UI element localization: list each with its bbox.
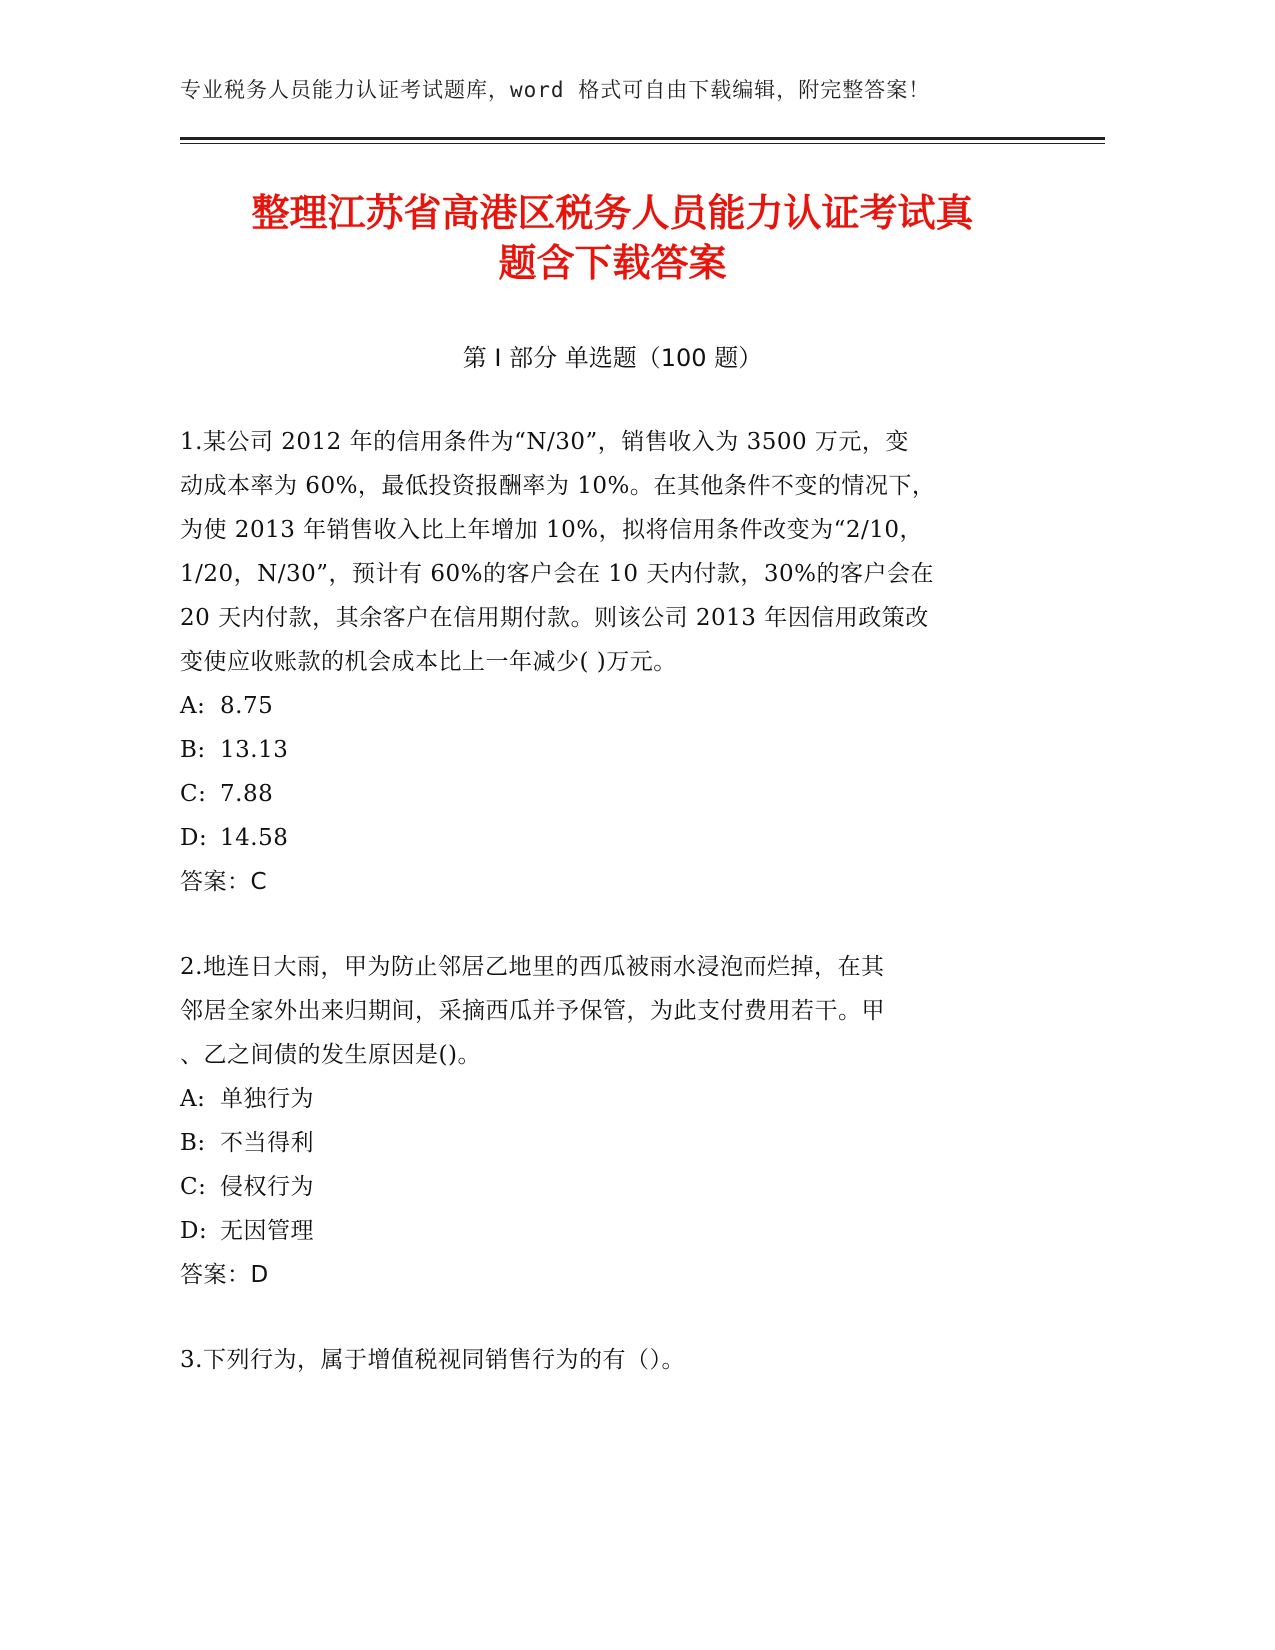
option-letter: A:: [180, 1086, 206, 1112]
options-list: [180, 684, 1040, 860]
header-note: 专业税务人员能力认证考试题库，word 格式可自由下载编辑，附完整答案！: [180, 78, 931, 102]
stem-line: 1.某公司 2012 年的信用条件为“N/30”，销售收入为 3500 万元，变: [180, 429, 909, 455]
option-text: 无因管理: [220, 1218, 314, 1244]
stem-line: 变使应收账款的机会成本比上一年减少( )万元。: [180, 649, 677, 675]
stem-line: 为使 2013 年销售收入比上年增加 10%，拟将信用条件改变为“2/10，: [180, 517, 923, 543]
option-text: 7.88: [220, 781, 274, 807]
option-a: [180, 1077, 1040, 1121]
question-1: [180, 420, 1040, 904]
stem-line: 2.地连日大雨，甲为防止邻居乙地里的西瓜被雨水浸泡而烂掉，在其: [180, 954, 885, 980]
question-2: [180, 945, 1040, 1297]
title-line-1: 整理江苏省高港区税务人员能力认证考试真: [251, 191, 974, 235]
option-c: [180, 1165, 1040, 1209]
options-list: [180, 1077, 1040, 1253]
stem-line: 1/20，N/30”，预计有 60%的客户会在 10 天内付款，30%的客户会在: [180, 561, 934, 587]
header-divider-thin: [180, 143, 1105, 144]
option-a: [180, 684, 1040, 728]
option-text: 8.75: [220, 693, 274, 719]
option-letter: B:: [180, 737, 206, 763]
option-text: 14.58: [220, 825, 289, 851]
option-text: 13.13: [220, 737, 289, 763]
option-text: 单独行为: [220, 1086, 314, 1112]
stem-line: 邻居全家外出来归期间，采摘西瓜并予保管，为此支付费用若干。甲: [180, 998, 885, 1024]
answer: 答案：C: [180, 869, 268, 895]
question-3: [180, 1338, 1040, 1382]
option-letter: A:: [180, 693, 206, 719]
answer: 答案：D: [180, 1262, 269, 1288]
option-letter: C:: [180, 781, 207, 807]
option-text: 侵权行为: [220, 1174, 314, 1200]
stem-line: 3.下列行为，属于增值税视同销售行为的有（）。: [180, 1347, 685, 1373]
question-stem: [180, 945, 1040, 1077]
option-letter: B:: [180, 1130, 206, 1156]
option-letter: D:: [180, 1218, 208, 1244]
document-title: [180, 188, 1045, 288]
title-line-2: 题含下载答案: [498, 241, 727, 285]
header-divider-thick: [180, 137, 1105, 140]
option-letter: D:: [180, 825, 208, 851]
question-stem: [180, 1338, 1040, 1382]
option-letter: C:: [180, 1174, 207, 1200]
option-c: [180, 772, 1040, 816]
option-b: [180, 728, 1040, 772]
stem-line: 动成本率为 60%，最低投资报酬率为 10%。在其他条件不变的情况下，: [180, 473, 936, 499]
question-stem: [180, 420, 1040, 684]
option-d: [180, 1209, 1040, 1253]
stem-line: 、乙之间债的发生原因是()。: [180, 1042, 481, 1068]
option-text: 不当得利: [220, 1130, 314, 1156]
option-b: [180, 1121, 1040, 1165]
option-d: [180, 816, 1040, 860]
stem-line: 20 天内付款，其余客户在信用期付款。则该公司 2013 年因信用政策改: [180, 605, 929, 631]
section-title: 第 I 部分 单选题（100 题）: [462, 344, 763, 372]
